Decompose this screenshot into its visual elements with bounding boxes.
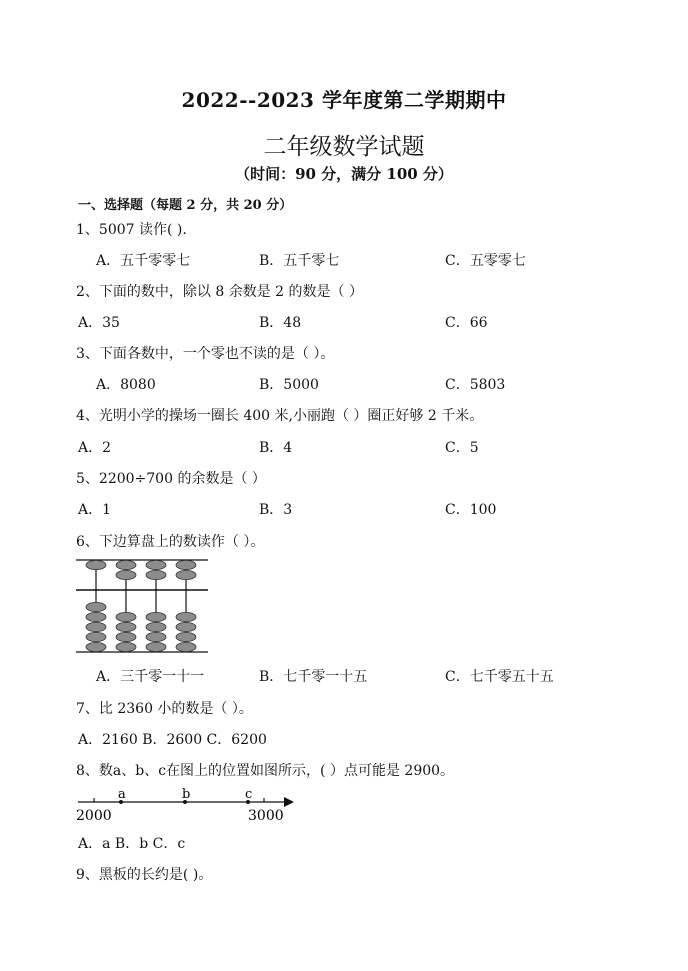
q3-option-c: C．5803: [445, 377, 506, 393]
section-heading: 一、选择题（每题 2 分，共 20 分）: [78, 198, 293, 213]
abacus-lower-bead: [176, 642, 196, 651]
abacus-lower-bead: [116, 612, 136, 621]
abacus-upper-bead: [176, 570, 196, 579]
abacus-upper-bead: [116, 560, 136, 569]
question-5: 5、2200÷700 的余数是（ ）: [76, 471, 266, 487]
q4-option-b: B．4: [259, 440, 293, 456]
question-8: 8、数a、b、c在图上的位置如图所示，( ）点可能是 2900。: [76, 763, 455, 779]
q4-option-c: C．5: [445, 440, 479, 456]
number-line-figure: [72, 786, 302, 826]
abacus-lower-bead: [176, 612, 196, 621]
number-line-arrow: [284, 797, 294, 807]
q3-option-b: B．5000: [259, 377, 319, 393]
q6-option-b: B．七千零一十五: [259, 669, 368, 685]
abacus-lower-bead: [86, 642, 106, 651]
q5-option-b: B．3: [259, 502, 293, 518]
abacus-lower-bead: [146, 622, 166, 631]
q7-options: A．2160 B．2600 C．6200: [78, 732, 267, 748]
q1-option-b: B．五千零七: [259, 253, 340, 269]
abacus-lower-bead: [116, 632, 136, 641]
question-6: 6、下边算盘上的数读作（ ）。: [76, 534, 265, 550]
abacus-upper-bead: [146, 560, 166, 569]
exam-subtitle: 二年级数学试题: [263, 134, 425, 160]
q2-option-b: B．48: [259, 315, 302, 331]
abacus-lower-bead: [146, 632, 166, 641]
q3-option-a: A．8080: [96, 377, 156, 393]
number-line-start-label: 2000: [76, 808, 112, 824]
q6-option-a: A．三千零一十一: [96, 669, 205, 685]
question-4: 4、光明小学的操场一圈长 400 米,小丽跑（ ）圈正好够 2 千米。: [76, 408, 484, 424]
question-2: 2、下面的数中，除以 8 余数是 2 的数是（ ）: [76, 284, 363, 300]
abacus-figure: [72, 556, 212, 656]
question-9: 9、黑板的长约是( )。: [76, 867, 213, 883]
abacus-lower-bead: [86, 622, 106, 631]
exam-title: 2022--2023 学年度第二学期期中: [181, 88, 507, 112]
q6-option-c: C．七千零五十五: [445, 669, 554, 685]
q5-option-c: C．100: [445, 502, 497, 518]
abacus-upper-bead: [146, 570, 166, 579]
q5-option-a: A．1: [78, 502, 112, 518]
abacus-lower-bead: [86, 632, 106, 641]
abacus-lower-bead: [116, 642, 136, 651]
abacus-lower-bead: [86, 602, 106, 611]
abacus-lower-bead: [116, 622, 136, 631]
q8-options: A．a B．b C．c: [78, 836, 186, 852]
number-line-point-label: b: [182, 787, 191, 802]
abacus-upper-bead: [176, 560, 196, 569]
abacus-lower-bead: [86, 612, 106, 621]
number-line-point-label: a: [118, 787, 126, 802]
abacus-lower-bead: [176, 632, 196, 641]
number-line-end-label: 3000: [248, 808, 284, 824]
abacus-lower-bead: [146, 612, 166, 621]
exam-info: （时间：90 分，满分 100 分）: [235, 165, 453, 183]
abacus-lower-bead: [176, 622, 196, 631]
q2-option-a: A．35: [78, 315, 120, 331]
question-7: 7、比 2360 小的数是（ ）。: [76, 701, 253, 717]
q1-option-a: A．五千零零七: [96, 253, 191, 269]
number-line-point-label: c: [245, 787, 253, 802]
abacus-upper-bead: [86, 560, 106, 569]
abacus-upper-bead: [116, 570, 136, 579]
question-1: 1、5007 读作( ).: [76, 222, 187, 238]
question-3: 3、下面各数中，一个零也不读的是（ ）。: [76, 346, 335, 362]
q1-option-c: C．五零零七: [445, 253, 526, 269]
abacus-lower-bead: [146, 642, 166, 651]
q4-option-a: A．2: [78, 440, 112, 456]
q2-option-c: C．66: [445, 315, 488, 331]
